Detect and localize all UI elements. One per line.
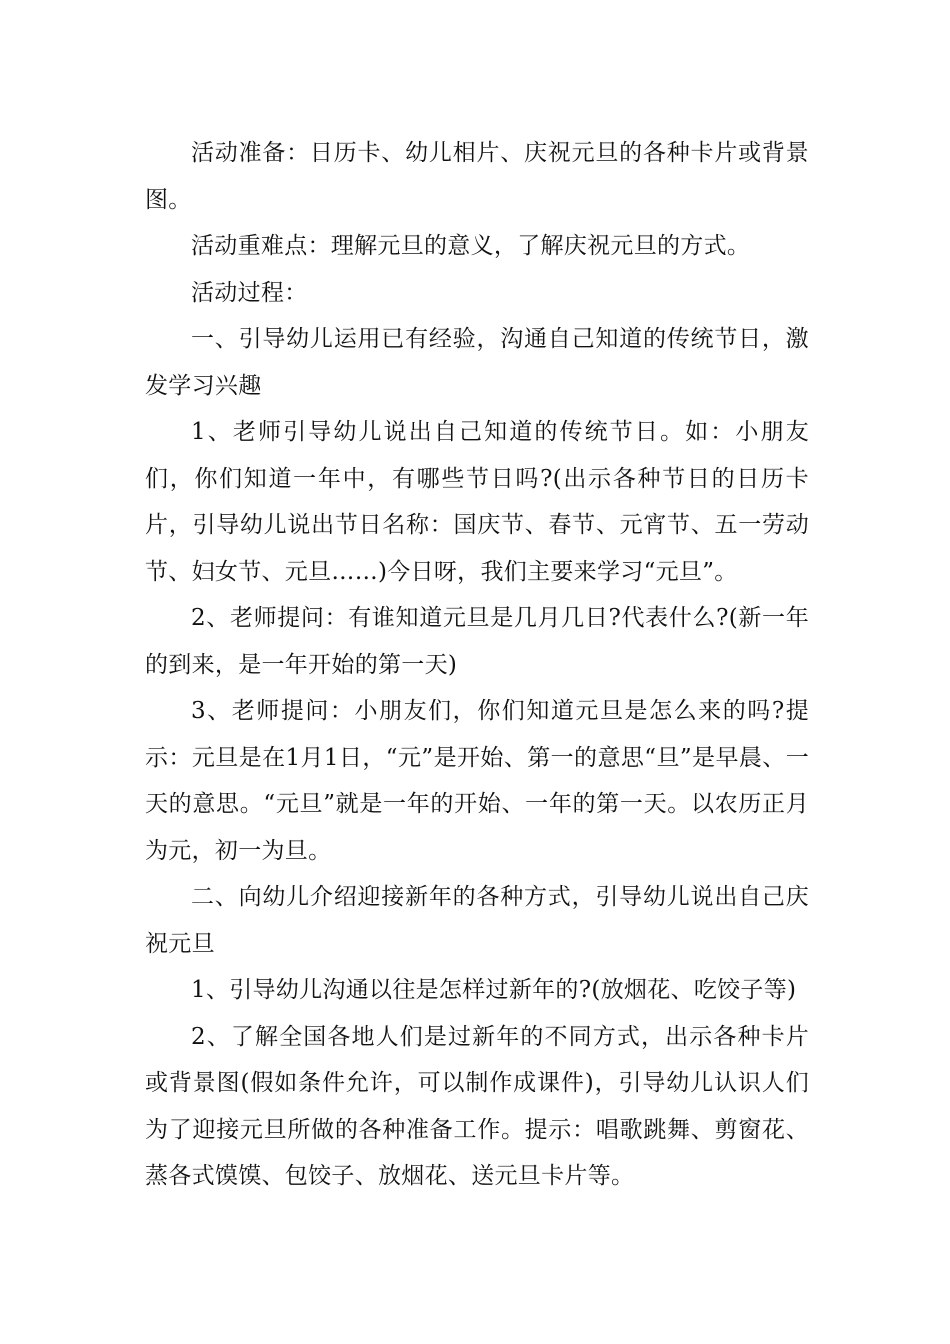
paragraph-step-1-1: 1、老师引导幼儿说出自己知道的传统节日。如：小朋友们，你们知道一年中，有哪些节日吗?(出示各种节日的日历卡片，引导幼儿说出节日名称：国庆节、春节、元宵节、五一劳动节、妇女节、元旦……)今日呀，我们主要来学习“元旦”。 xyxy=(145,419,809,585)
paragraph-step-1-2: 2、老师提问：有谁知道元旦是几月几日?代表什么?(新一年的到来，是一年开始的第一天) xyxy=(145,605,809,678)
paragraph-process-heading: 活动过程： xyxy=(191,279,308,306)
paragraph-preparation: 活动准备：日历卡、幼儿相片、庆祝元旦的各种卡片或背景图。 xyxy=(145,140,809,213)
paragraph-step-1-3: 3、老师提问：小朋友们，你们知道元旦是怎么来的吗?提示：元旦是在1月1日，“元”是开始、第一的意思“旦”是早晨、一天的意思。“元旦”就是一年的开始、一年的第一天。以农历正月为元，初一为旦。 xyxy=(145,698,809,864)
document-body xyxy=(145,130,809,1200)
paragraph-section-one: 一、引导幼儿运用已有经验，沟通自己知道的传统节日，激发学习兴趣 xyxy=(145,326,809,399)
paragraph-key-points: 活动重难点：理解元旦的意义，了解庆祝元旦的方式。 xyxy=(191,233,751,259)
paragraph-step-2-1: 1、引导幼儿沟通以往是怎样过新年的?(放烟花、吃饺子等) xyxy=(191,977,797,1003)
paragraph-section-two: 二、向幼儿介绍迎接新年的各种方式，引导幼儿说出自己庆祝元旦 xyxy=(145,884,809,957)
paragraph-step-2-2: 2、了解全国各地人们是过新年的不同方式，出示各种卡片或背景图(假如条件允许，可以制作成课件)，引导幼儿认识人们为了迎接元旦所做的各种准备工作。提示：唱歌跳舞、剪窗花、蒸各式馍馍、包饺子、放烟花、送元旦卡片等。 xyxy=(145,1023,809,1189)
